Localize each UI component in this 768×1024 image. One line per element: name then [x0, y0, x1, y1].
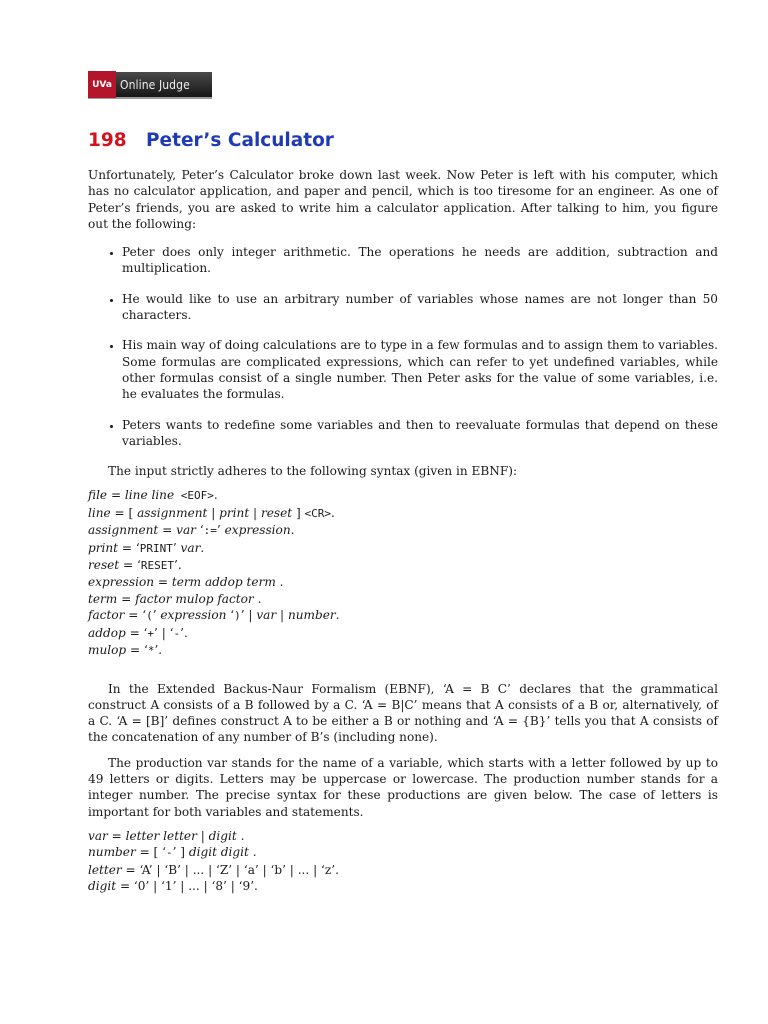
rule-name: assignment [88, 523, 159, 538]
rule-op: = [107, 828, 126, 843]
rule-body: expression [160, 608, 227, 623]
rule-body: term addop term [171, 575, 280, 590]
rule-end: . [213, 488, 218, 503]
rule-name: addop [88, 625, 126, 640]
rule-name: line [88, 505, 111, 520]
rule-body: ‘A’ | ‘B’ | ... | ‘Z’ | ‘a’ | ‘b’ | ... | ‘z’ [139, 862, 336, 877]
production-paragraph: The production var stands for the name of a variable, which starts with a letter followed by up to 49 letters or digits. Letters may be uppercase or lowercase. The production number stands for a integer number. The precise syntax for these productions are given below. The case of letters is important for both variables and statements. [88, 755, 718, 819]
rule-body: factor mulop factor [135, 591, 258, 606]
rule-body: ‘0’ | ‘1’ | ... | ‘8’ | ‘9’ [133, 879, 255, 894]
grammar-rule-digit [88, 878, 718, 894]
uva-logo [88, 72, 212, 99]
rule-op: = [117, 591, 136, 606]
list-item: • Peters wants to redefine some variables and then to reevaluate formulas that depend on these variables. [122, 417, 718, 450]
grammar-rule-term [88, 591, 718, 607]
grammar-block [88, 487, 718, 659]
rule-name: var [88, 828, 108, 843]
rule-name: factor [88, 608, 125, 623]
grammar-rule-var [88, 828, 718, 844]
rule-op: = [116, 879, 134, 894]
rule-op: ‘ [195, 523, 204, 538]
rule-op: = [ [110, 505, 138, 520]
rule-op: = [107, 488, 125, 503]
grammar-rule-print [88, 540, 718, 557]
rule-body: print [219, 505, 250, 520]
ebnf-paragraph: In the Extended Backus-Naur Formalism (EBNF), ‘A = B C’ declares that the grammatical construct A consists of a B followed by a C. ‘A = B|C’ means that A consists of a B or, alternatively, of a C. ‘A = [B]’ defines construct A to be either a B or nothing and ‘A = {B}’ tells you that A consists of the concatenation of any number of B’s (including none). [88, 681, 718, 745]
terminal: ) [234, 609, 241, 623]
rule-end: . [240, 828, 245, 843]
terminal: * [147, 644, 155, 658]
rule-body: line line [124, 488, 175, 503]
rule-end: . [331, 505, 335, 520]
terminal: ( [146, 609, 153, 623]
list-item: • Peter does only integer arithmetic. The operations he needs are addition, subtraction and multiplication. [122, 244, 718, 277]
rule-op: ’ | [240, 608, 257, 623]
rule-op: ’ ] [172, 845, 189, 860]
rule-body: assignment [137, 505, 208, 520]
rule-op: = ‘ [119, 558, 141, 573]
terminal: - [173, 626, 181, 640]
rule-end: . [252, 845, 257, 860]
rule-op: ’ [172, 540, 181, 555]
list-item: • His main way of doing calculations are to type in a few formulas and to assign them to variables. Some formulas are complicated expressions, which can refer to yet undefined variables, while other formulas consist of a single number. Then Peter asks for the value of some variables, i.e. he evaluates the formulas. [122, 337, 718, 402]
grammar-rule-factor [88, 607, 718, 624]
rule-op: ’ [216, 523, 225, 538]
grammar-rule-line [88, 505, 718, 522]
logo-text: Online Judge [120, 77, 190, 92]
rule-op: | [249, 505, 261, 520]
grammar-rule-letter [88, 862, 718, 878]
rule-name: term [88, 591, 118, 606]
rule-op: | [207, 505, 220, 520]
grammar-rule-mulop [88, 642, 718, 659]
terminal: - [165, 846, 173, 860]
intro-paragraph: Unfortunately, Peter’s Calculator broke down last week. Now Peter is left with his computer, which has no calculator application, and paper and pencil, which is too tiresome for an engineer. As one of Peter’s friends, you are asked to write him a calculator application. After talking to him, you figure out the following: [88, 168, 718, 231]
grammar-rule-assignment [88, 522, 718, 539]
rule-op: ’ | ‘ [154, 625, 174, 640]
rule-end: . [279, 575, 284, 590]
logo-badge: UVa [88, 71, 116, 98]
rule-op: | [276, 608, 288, 623]
rule-op: = ‘ [124, 608, 147, 623]
rule-body: letter letter | digit [125, 828, 241, 843]
grammar-rule-number [88, 844, 718, 861]
rule-end: ’. [154, 643, 163, 658]
rule-body: number [287, 608, 336, 623]
problem-number: 198 [88, 130, 127, 151]
rule-op: ] [292, 505, 305, 520]
rule-end: ’. [180, 625, 188, 640]
rule-op: ‘ [226, 608, 235, 623]
rule-end: . [254, 879, 258, 894]
terminal: := [203, 524, 217, 538]
rule-op: = ‘ [118, 540, 140, 555]
rule-name: file [88, 488, 108, 503]
rule-name: expression [88, 575, 155, 590]
rule-op: = [154, 575, 172, 590]
rule-body: expression [224, 523, 291, 538]
terminal: <EOF> [174, 489, 214, 503]
rule-end: . [257, 591, 262, 606]
problem-page [88, 72, 718, 895]
rule-body: var [256, 608, 277, 623]
page-title [88, 130, 718, 151]
rule-end: . [200, 540, 205, 555]
rule-name: mulop [88, 643, 127, 658]
rule-name: digit [88, 879, 117, 894]
rule-name: reset [88, 558, 120, 573]
problem-title: Peter’s Calculator [146, 130, 334, 151]
syntax-intro: The input strictly adheres to the following syntax (given in EBNF): [108, 464, 518, 479]
rule-name: print [88, 540, 119, 555]
rule-body: var [176, 523, 196, 538]
terminal: + [147, 626, 155, 640]
rule-end: . [335, 608, 340, 623]
grammar-rule-file [88, 487, 718, 504]
rule-body: digit digit [188, 845, 253, 860]
terminal: RESET [140, 559, 174, 573]
grammar-rule-addop [88, 625, 718, 642]
rule-op: ’ [152, 608, 161, 623]
rule-end: ’. [173, 558, 182, 573]
terminal: <CR> [304, 506, 332, 520]
rule-op: = ‘ [126, 643, 148, 658]
grammar-rule-reset [88, 557, 718, 574]
grammar-block-2 [88, 828, 718, 895]
list-item: • He would like to use an arbitrary number of variables whose names are not longer than 50 characters. [122, 291, 718, 324]
grammar-rule-expression [88, 574, 718, 590]
rule-name: letter [88, 862, 122, 877]
terminal: PRINT [139, 541, 173, 555]
rule-op: = ‘ [125, 625, 148, 640]
rule-end: . [335, 862, 339, 877]
rule-op: = [158, 523, 177, 538]
rule-body: var [180, 540, 201, 555]
rule-name: number [88, 845, 136, 860]
rule-end: . [290, 523, 295, 538]
rule-op: = [ ‘ [135, 845, 166, 860]
rule-body: reset [260, 505, 293, 520]
rule-op: = [121, 862, 140, 877]
requirements-list [88, 244, 718, 449]
